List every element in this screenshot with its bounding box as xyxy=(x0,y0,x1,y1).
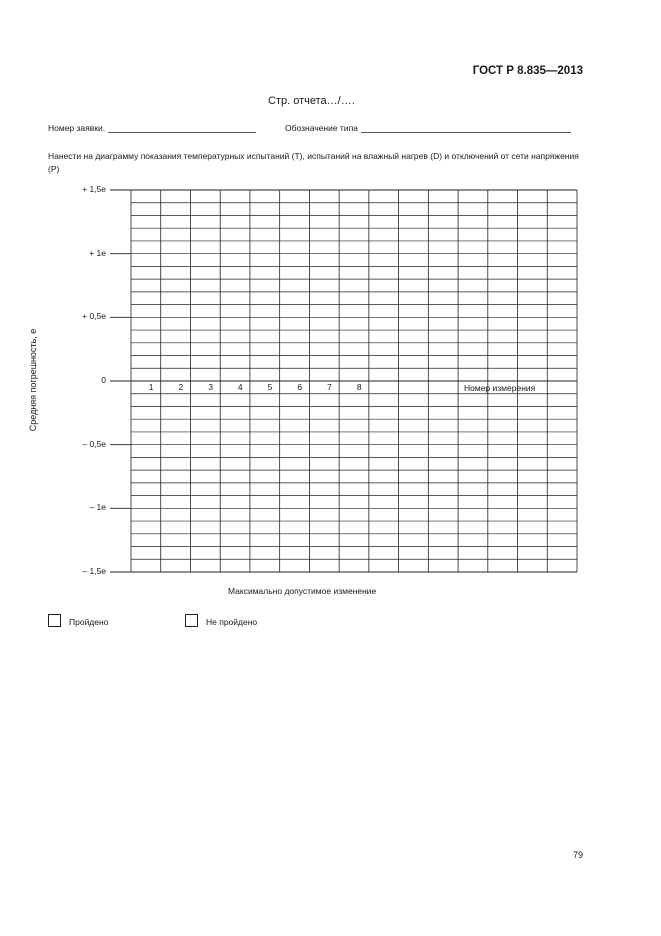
y-tick-label: + 1e xyxy=(89,247,106,258)
column-number: 5 xyxy=(267,382,273,392)
column-number: 1 xyxy=(148,382,154,392)
y-axis-label: Средняя погрешность, e xyxy=(28,328,38,432)
column-number: 3 xyxy=(208,382,213,392)
y-tick-label: + 1,5e xyxy=(82,184,106,194)
passed-label: Пройдено xyxy=(69,617,109,627)
column-number: 2 xyxy=(178,382,184,392)
type-designation-label: Обозначение типа xyxy=(285,123,358,133)
page-number: 79 xyxy=(572,850,583,860)
column-number: 4 xyxy=(237,382,243,392)
failed-label: Не пройдено xyxy=(206,617,258,627)
standard-number: ГОСТ Р 8.835—2013 xyxy=(472,65,583,77)
y-tick-label: – 1e xyxy=(89,502,106,513)
report-page-number: Стр. отчета…/…. xyxy=(268,95,355,107)
failed-checkbox[interactable] xyxy=(185,614,198,627)
x-caption: Максимально допустимое изменение xyxy=(228,586,377,596)
passed-checkbox[interactable] xyxy=(48,614,61,627)
measurement-number-label: Номер измерения xyxy=(464,383,536,393)
y-tick-label: – 0,5e xyxy=(82,438,106,449)
y-tick-label: 0 xyxy=(101,375,106,385)
instruction-text: Нанести на диаграмму показания температурных испытаний (Т), испытаний на влажный нагрев (D) и отключений от сети напряжения (Р) xyxy=(48,151,579,174)
y-tick-label: – 1,5e xyxy=(82,566,106,576)
application-number-label: Номер заявки. xyxy=(48,123,106,133)
column-number: 7 xyxy=(327,382,332,392)
y-tick-label: + 0,5e xyxy=(82,311,106,322)
column-number: 6 xyxy=(297,382,303,392)
column-number: 8 xyxy=(356,382,362,392)
